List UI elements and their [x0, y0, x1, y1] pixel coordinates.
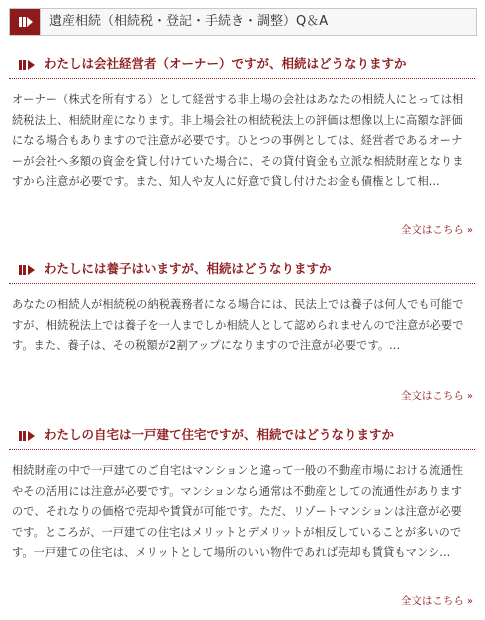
- double-chevron-right-icon: »: [466, 225, 473, 236]
- double-chevron-right-icon: »: [466, 596, 473, 607]
- read-more-link[interactable]: [401, 222, 473, 237]
- question-title: わたしは会社経営者（オーナー）ですが、相続はどうなりますか: [44, 56, 407, 71]
- bullet-bars-icon: [19, 265, 22, 275]
- read-more-link[interactable]: [401, 388, 473, 403]
- read-more-label: 全文はこちら: [400, 595, 464, 607]
- bullet-arrow-icon: [28, 60, 35, 70]
- answer-excerpt: オーナー（株式を所有する）として経営する非上場の会社はあなたの相続人にとっては相続税法上、相続財産になります。非上場会社の相続税法上の評価は想像以上に高額な評価になる場合もありますので注意が必要です。ひとつの事例としては、経営者であるオーナーが会社へ多額の資金を貸し付けていた場合に、その貸付資金も立派な相続財産となりますから注意が必要です。また、知人や友人に好意で貸し付けたお金も債権として相...: [12, 93, 464, 188]
- header-bullet-icon: [10, 9, 41, 35]
- answer-excerpt: あなたの相続人が相続税の納税義務者になる場合には、民法上では養子は何人でも可能ですが、相続税法上では養子を一人までしか相続人として認められませんので注意が必要です。また、養子は、その税額が2割アップになりますので注意が必要です。...: [12, 298, 464, 352]
- bullet-bars-icon: [19, 431, 22, 441]
- question-title: わたしの自宅は一戸建て住宅ですが、相続ではどうなりますか: [44, 427, 395, 442]
- read-more-label: 全文はこちら: [400, 224, 464, 236]
- read-more-label: 全文はこちら: [400, 390, 464, 402]
- read-more-link[interactable]: [401, 593, 473, 608]
- qa-item: [9, 257, 475, 402]
- qa-item: [9, 423, 475, 607]
- question-title: わたしには養子はいますが、相続はどうなりますか: [44, 261, 332, 276]
- answer-excerpt: 相続財産の中で一戸建てのご自宅はマンションと違って一般の不動産市場における流通性やその活用には注意が必要です。マンションなら通常は不動産としての流通性がありますので、それなりの価格で売却や賃貸が可能です。ただ、リゾートマンションは注意が必要です。ところが、一戸建ての住宅はメリットとデメリットが相反していることが多いのです。一戸建ての住宅は、メリットとして場所のいい物件であれば売却も賃貸もマンシ...: [12, 464, 463, 559]
- qa-item: [9, 52, 475, 236]
- section-header: [9, 8, 477, 36]
- bullet-bars-icon: [19, 60, 22, 70]
- question-heading: [9, 52, 475, 79]
- question-heading: [9, 423, 475, 450]
- section-title: 遺産相続（相続税・登記・手続き・調整）Q＆A: [49, 14, 329, 29]
- question-heading: [9, 257, 475, 284]
- double-chevron-right-icon: »: [466, 391, 473, 402]
- bullet-arrow-icon: [28, 431, 35, 441]
- bullet-arrow-icon: [28, 265, 35, 275]
